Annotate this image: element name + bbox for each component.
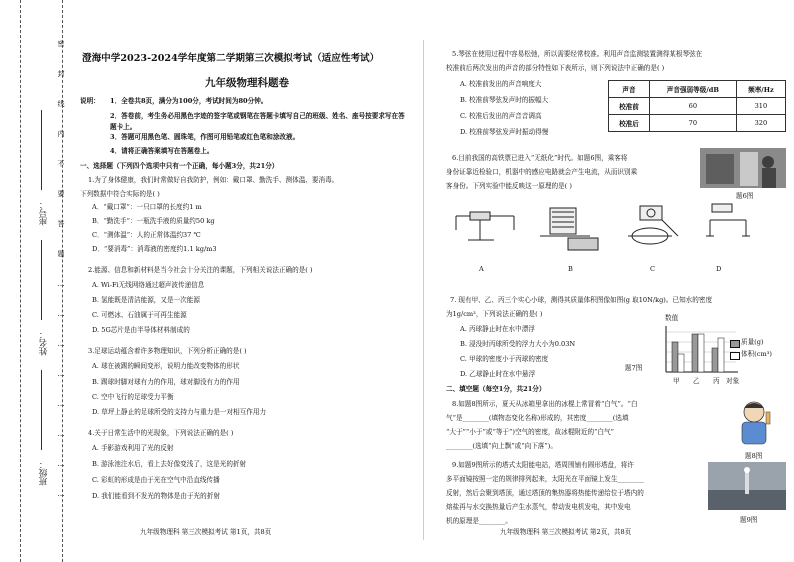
chart-xlabel: 对象 xyxy=(726,377,740,385)
q3-option-b: B. 踢球时脚对球有力的作用，球对脚没有力的作用 xyxy=(92,378,240,386)
fold-line xyxy=(20,0,21,562)
q1-option-c: C．“测体温”：人的正常体温约37 ℃ xyxy=(92,231,201,239)
fold-char: … xyxy=(57,460,65,468)
table-cell: 60 xyxy=(649,98,736,115)
fold-char: … xyxy=(57,340,65,348)
q8-line-4: ________(选填“向上飘”或“向下落”)。 xyxy=(446,442,557,450)
q7-option-a: A. 丙球静止时在水中漂浮 xyxy=(460,325,535,333)
exam-subtitle: 九年级物理科题卷 xyxy=(205,77,289,89)
q2-option-b: B. 氢能既是清洁能源，又是一次能源 xyxy=(92,296,200,304)
bar-jia-volume xyxy=(678,354,684,372)
chart-legend-mass: 质量(g) xyxy=(741,338,764,346)
chart-cat-jia: 甲 xyxy=(673,377,680,385)
q8-figure xyxy=(728,398,780,448)
q2-option-d: D. 5G芯片是由半导体材料制成的 xyxy=(92,326,190,334)
fold-char: 线 xyxy=(57,100,65,108)
q4-stem: 4.关于日常生活中的光现象，下列说法正确的是( ) xyxy=(88,429,234,437)
q3-stem: 3.足球运动蕴含着许多物理知识，下列分析正确的是( ) xyxy=(88,347,247,355)
q7-stem: 7. 现有甲、乙、丙三个实心小球，测得其质量体积图像如图(g 取10N/kg)。已知水的密度 xyxy=(450,296,713,304)
q7-option-c: C. 甲球的密度小于丙球的密度 xyxy=(460,355,549,363)
q1-stem2: 下列数据中符合实际的是( ) xyxy=(80,190,160,198)
exam-title: 澄海中学2023-2024学年度第二学期第三次模拟考试（适应性考试） xyxy=(82,53,380,64)
chart-cat-bing: 丙 xyxy=(713,377,720,385)
fold-char: … xyxy=(57,370,65,378)
right-footer: 九年级物理科 第三次模拟考试 第2页，共8页 xyxy=(500,528,632,536)
table-cell: 校准前 xyxy=(609,98,650,115)
table-cell: 校准后 xyxy=(609,115,650,132)
q5-stem: 5.琴弦在使用过程中容易松弛，所以需要经常校准。利用声音监测装置测得某根琴弦在 xyxy=(452,50,703,58)
fold-char: 答 xyxy=(57,220,65,228)
legend-swatch-mass xyxy=(730,340,740,348)
note-1: 1．全卷共8页，满分为100分，考试时间为80分钟。 xyxy=(110,97,268,105)
table-row xyxy=(609,98,786,115)
q7-fig-caption: 题7图 xyxy=(625,364,643,372)
table-header-row xyxy=(609,81,786,98)
legend-swatch-volume xyxy=(730,352,740,360)
fold-char: 内 xyxy=(57,130,65,138)
fold-char: … xyxy=(57,430,65,438)
q9-line-2: 多平面镜按照一定的规律排列起来，太阳光在平面镜上发生________ xyxy=(446,475,644,483)
note-3: 3．答题可用黑色笔、圆珠笔，作图可用铅笔或红色笔和涂改液。 xyxy=(110,133,300,141)
q5-table xyxy=(608,80,786,132)
note-2: 2．答卷前，考生务必用黑色字迹的签字笔或钢笔在答题卡填写自己的班级、姓名、座号按要求写在答题卡上。 xyxy=(110,112,405,131)
q6-label-c: C xyxy=(650,265,656,273)
q1-stem: 1.为了身体健康，我们时常做好自我防护，例如：戴口罩、勤洗手、测体温、要消毒。 xyxy=(88,176,339,184)
q5-option-d: D. 校准前琴弦发声时振动得慢 xyxy=(460,128,549,136)
q6-experiment-figures xyxy=(450,200,750,262)
q2-stem: 2.能源、信息和新材料是当今社会十分关注的课题，下列相关说法正确的是( ) xyxy=(88,266,313,274)
fold-char: … xyxy=(57,490,65,498)
q6-label-b: B xyxy=(568,265,573,273)
fold-char: 密 xyxy=(57,40,65,48)
table-row xyxy=(609,115,786,132)
left-footer: 九年级物理科 第三次模拟考试 第1页，共8页 xyxy=(140,528,272,536)
table-cell: 320 xyxy=(736,115,785,132)
fold-char: 要 xyxy=(57,190,65,198)
q7-chart-title: 数值 xyxy=(665,314,679,322)
q6-label-a: A xyxy=(479,265,484,273)
section-1-heading: 一、选择题（下列四个选项中只有一个正确，每小题3分，共21分） xyxy=(80,162,279,170)
q9-photo xyxy=(708,462,786,510)
q6-photo xyxy=(700,148,786,188)
section-2-heading: 二、填空题（每空1分，共21分） xyxy=(446,385,546,393)
q1-option-b: B．“勤洗手”：一瓶洗手液的质量约50 kg xyxy=(92,217,215,225)
q6-label-d: D xyxy=(716,265,722,273)
chart-legend-volume: 体积(cm³) xyxy=(741,350,772,358)
name-label: 姓名： xyxy=(39,330,49,356)
fold-char: … xyxy=(57,310,65,318)
fold-char: 封 xyxy=(57,70,65,78)
q6-line-2: 身份证靠近检验口，机器中的感应电路就会产生电流，从而识别乘 xyxy=(446,168,638,176)
q6-line-1: 6.目前我国的高铁票已进入“无纸化”时代。如题6图，乘客将 xyxy=(452,154,628,162)
table-header: 频率/Hz xyxy=(736,81,785,98)
bar-yi-mass xyxy=(692,334,698,372)
q7-stem2: 为1g/cm³，下列说法正确的是( ) xyxy=(446,310,543,318)
table-header: 声音强弱等级/dB xyxy=(649,81,736,98)
q5-option-c: C. 校准后发出的声音音调高 xyxy=(460,112,542,120)
q9-line-5: 机的原理是________。 xyxy=(446,517,512,525)
q7-chart xyxy=(660,324,740,376)
q8-line-2: 气”是________(填物态变化名称)形成的，其密度________(选填 xyxy=(446,414,629,422)
q5-option-b: B. 校准前琴弦发声时的振幅大 xyxy=(460,96,549,104)
notes-head: 说明： xyxy=(80,97,100,105)
binding-margin xyxy=(0,0,74,562)
page-divider xyxy=(423,40,424,540)
seat-label: 座号： xyxy=(39,200,49,226)
fold-char: … xyxy=(57,400,65,408)
q4-option-a: A. 手影游戏利用了光的反射 xyxy=(92,444,174,452)
q9-line-1: 9.如题9图所示的塔式太阳能电站，塔周围铺有圆形塔盘，将许 xyxy=(452,461,634,469)
q4-option-c: C. 彩虹的形成是由于光在空气中沿直线传播 xyxy=(92,476,220,484)
q8-fig-caption: 题8图 xyxy=(745,452,763,460)
q8-line-1: 8.如题8图所示，夏天从冰箱里拿出的冰棍上常冒着“白气”。“白 xyxy=(452,400,638,408)
class-underline xyxy=(41,370,42,450)
q7-option-d: D. 乙球静止时在水中悬浮 xyxy=(460,370,536,378)
q5-option-a: A. 校准前发出的声音响度大 xyxy=(460,80,542,88)
q9-fig-caption: 题9图 xyxy=(740,516,758,524)
fold-char: … xyxy=(57,280,65,288)
bar-bing-volume xyxy=(718,338,724,372)
q6-fig-caption: 题6图 xyxy=(736,192,754,200)
q7-option-b: B. 浸没时丙球所受的浮力大小为0.03N xyxy=(460,340,576,348)
q3-option-d: D. 草坪上静止的足球所受的支持力与重力是一对相互作用力 xyxy=(92,408,267,416)
q9-line-3: 反射，然后会聚到塔顶，通过塔顶的集热器将热能传递给位于塔内的 xyxy=(446,489,644,497)
bar-bing-mass xyxy=(712,348,718,372)
q9-line-4: 熔盐再与水交换热量后产生水蒸气，带动发电机发电，其中发电 xyxy=(446,503,631,511)
q8-line-3: “大于”“小于”或“等于”)空气的密度，故冰棍附近的“白气” xyxy=(446,428,615,436)
q6-line-3: 客身份。下列实验中能反映这一原理的是( ) xyxy=(446,182,572,190)
q4-option-d: D. 我们能看到不发光的物体是由于光的折射 xyxy=(92,492,220,500)
q2-option-a: A. Wi-Fi无线网络通过超声波传递信息 xyxy=(92,281,205,289)
chart-cat-yi: 乙 xyxy=(693,377,700,385)
fold-char: 题 xyxy=(57,250,65,258)
fold-char: 不 xyxy=(57,160,65,168)
q5-stem2: 校准前后两次发出的声音的部分特性如下表所示，则下列说法中正确的是( ) xyxy=(446,64,665,72)
note-4: 4．请将正确答案填写在答题卷上。 xyxy=(110,147,214,155)
q3-option-c: C. 空中飞行的足球受力平衡 xyxy=(92,393,174,401)
bar-yi-volume xyxy=(698,334,704,372)
table-cell: 310 xyxy=(736,98,785,115)
class-label: 班级： xyxy=(39,460,49,486)
q1-option-a: A．“戴口罩”：一只口罩的长度约1 m xyxy=(92,203,202,211)
table-header: 声音 xyxy=(609,81,650,98)
q2-option-c: C. 可燃冰、石油属于可再生能源 xyxy=(92,311,187,319)
q4-option-b: B. 游泳池注水后，看上去好像变浅了，这是光的折射 xyxy=(92,460,247,468)
q1-option-d: D．“要消毒”：消毒液的密度约1.1 kg/m3 xyxy=(92,245,217,253)
bar-jia-mass xyxy=(672,342,678,372)
table-cell: 70 xyxy=(649,115,736,132)
q3-option-a: A. 球在被踢的瞬间变形，说明力能改变物体的形状 xyxy=(92,362,240,370)
name-underline xyxy=(41,240,42,320)
seat-underline xyxy=(41,110,42,190)
